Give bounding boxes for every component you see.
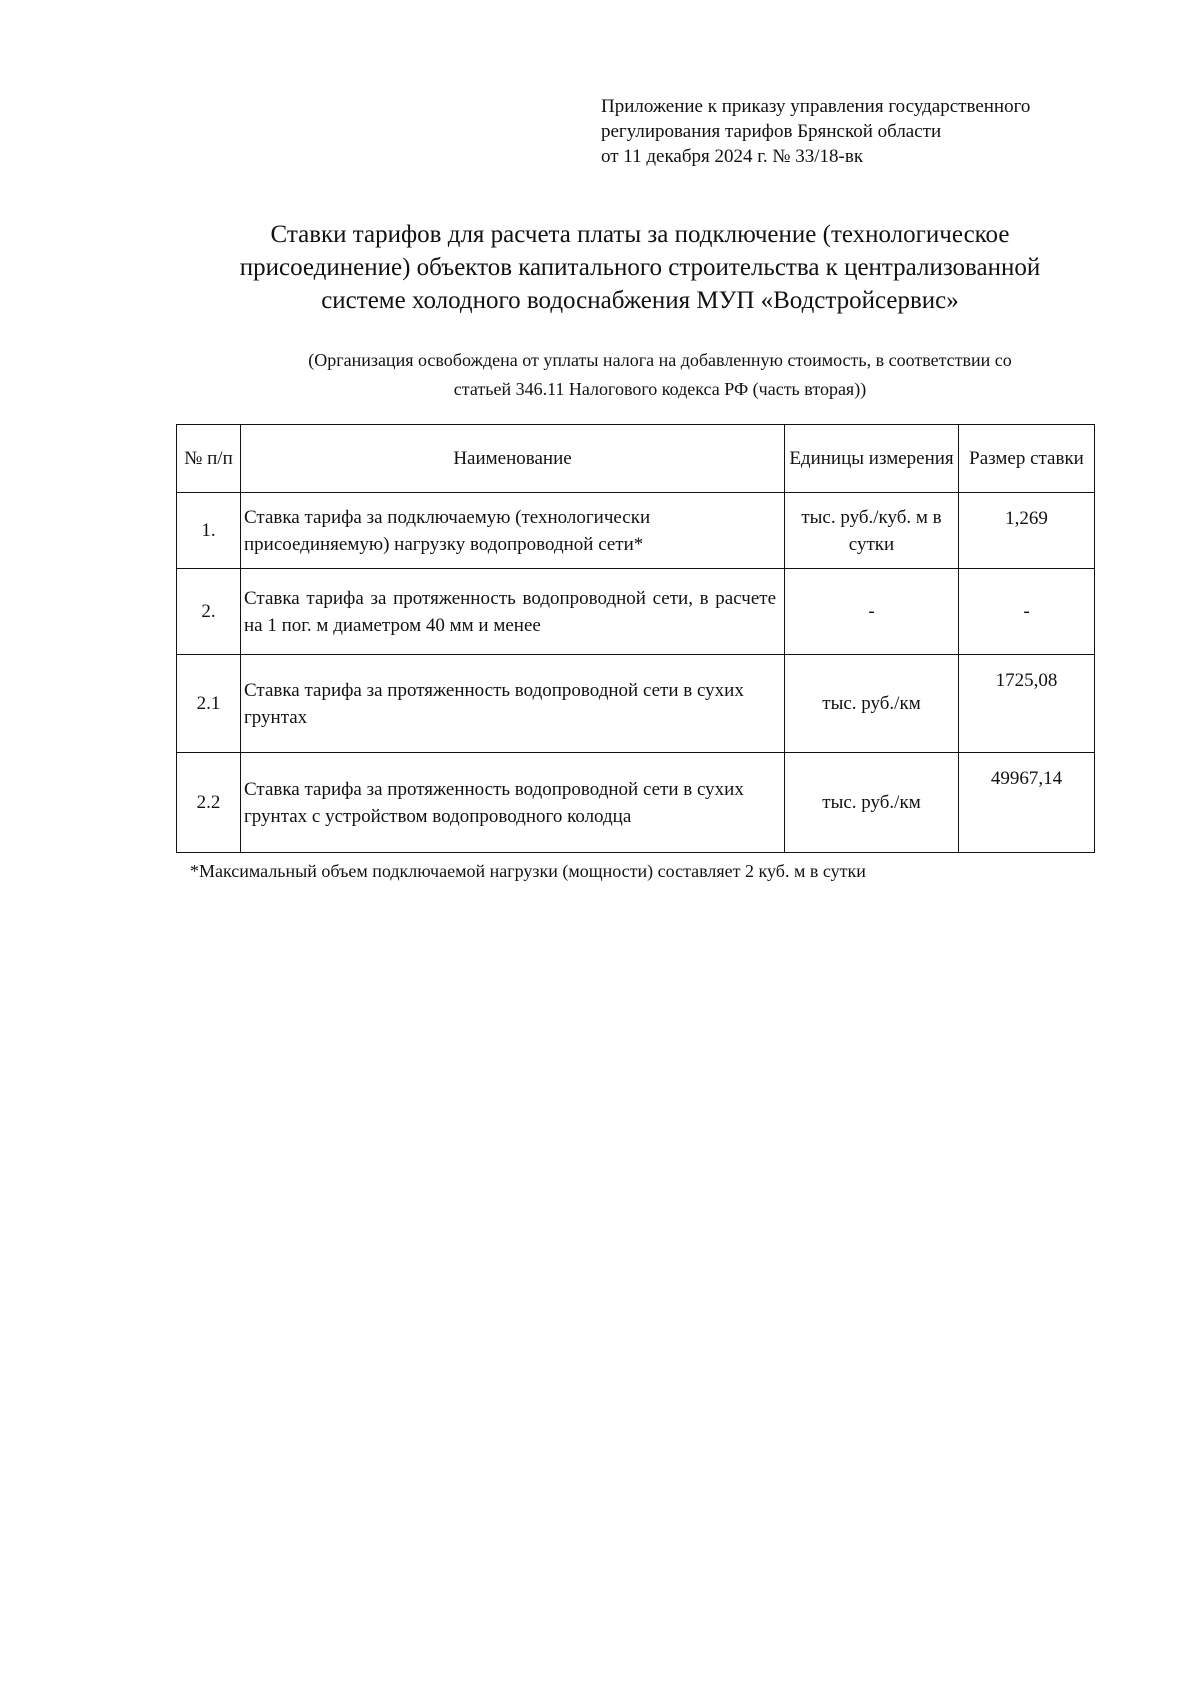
table-row [177, 569, 1095, 655]
row-number: 2.2 [177, 753, 241, 853]
table-row [177, 753, 1095, 853]
row-rate: 49967,14 [959, 753, 1095, 853]
row-number: 2.1 [177, 655, 241, 753]
header-name: Наименование [241, 425, 785, 493]
appendix-header-line: от 11 декабря 2024 г. № 33/18-вк [601, 146, 864, 167]
document-title-line: системе холодного водоснабжения МУП «Водстройсервис» [321, 287, 959, 314]
header-unit: Единицы измерения [785, 425, 959, 493]
appendix-header-line: регулирования тарифов Брянской области [601, 121, 942, 142]
row-unit: тыс. руб./км [785, 655, 959, 753]
vat-note-line: (Организация освобождена от уплаты налога на добавленную стоимость, в соответствии со [308, 350, 1012, 370]
row-name: Ставка тарифа за подключаемую (технологически присоединяемую) нагрузку водопроводной сети* [241, 493, 785, 569]
tariff-table [176, 424, 1095, 853]
vat-note-line: статьей 346.11 Налогового кодекса РФ (часть вторая)) [453, 379, 867, 399]
header-num: № п/п [177, 425, 241, 493]
row-number: 2. [177, 569, 241, 655]
table-row [177, 655, 1095, 753]
row-unit: тыс. руб./км [785, 753, 959, 853]
row-name: Ставка тарифа за протяженность водопроводной сети, в расчете на 1 пог. м диаметром 40 мм и менее [241, 569, 785, 655]
appendix-header-line: Приложение к приказу управления государственного [601, 96, 1031, 117]
vat-exemption-note [210, 346, 1110, 404]
row-number: 1. [177, 493, 241, 569]
document-title-line: Ставки тарифов для расчета платы за подключение (технологическое [270, 221, 1010, 248]
row-unit: - [785, 569, 959, 655]
document-title-line: присоединение) объектов капитального строительства к централизованной [239, 254, 1041, 281]
row-rate: 1,269 [959, 493, 1095, 569]
document-title [150, 218, 1130, 317]
table-header-row [177, 425, 1095, 493]
row-rate: - [959, 569, 1095, 655]
header-rate: Размер ставки [959, 425, 1095, 493]
row-name: Ставка тарифа за протяженность водопроводной сети в сухих грунтах [241, 655, 785, 753]
row-unit: тыс. руб./куб. м в сутки [785, 493, 959, 569]
row-name: Ставка тарифа за протяженность водопроводной сети в сухих грунтах с устройством водопроводного колодца [241, 753, 785, 853]
appendix-header [601, 94, 1121, 169]
row-rate: 1725,08 [959, 655, 1095, 753]
footnote: *Максимальный объем подключаемой нагрузки (мощности) составляет 2 куб. м в сутки [190, 861, 866, 881]
table-row [177, 493, 1095, 569]
